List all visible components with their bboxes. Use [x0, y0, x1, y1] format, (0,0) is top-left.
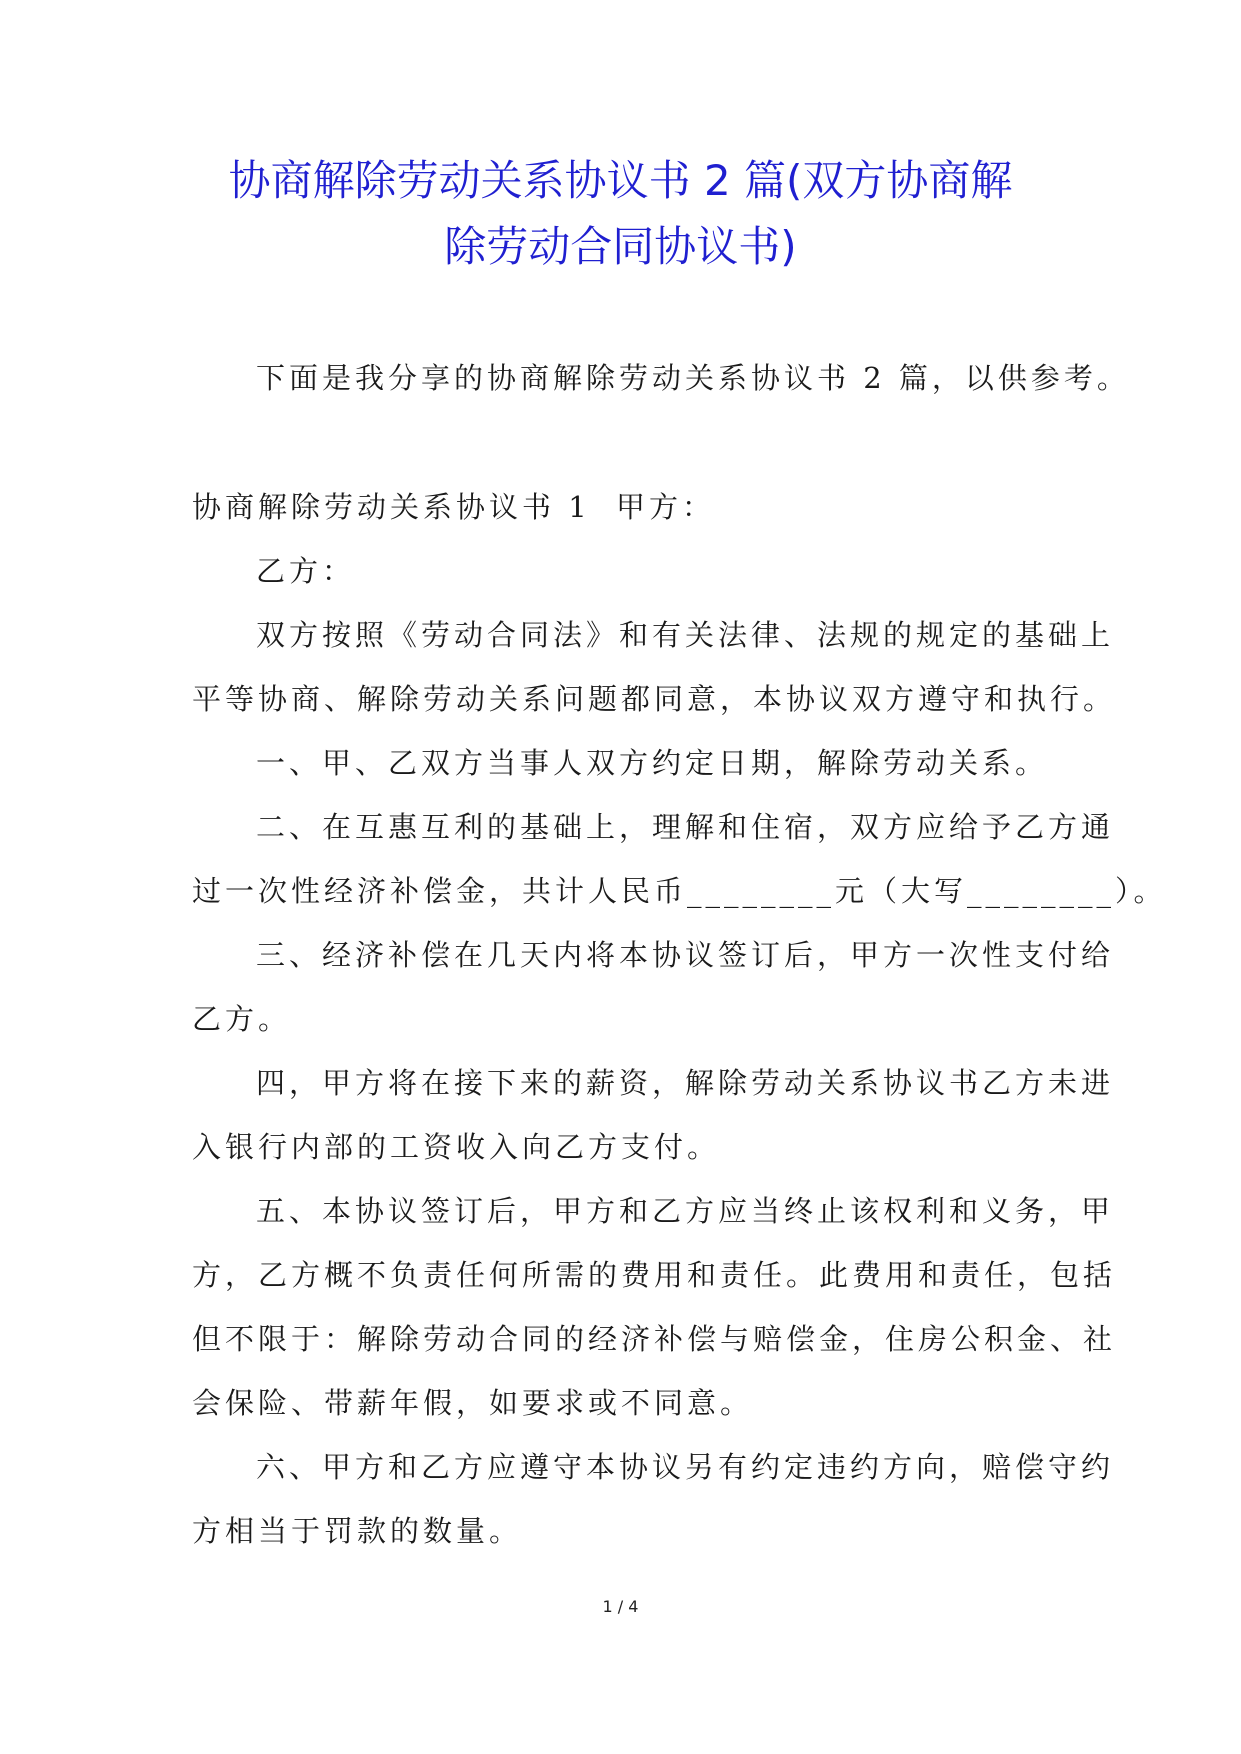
party-b-label: 乙方：	[256, 554, 356, 588]
intro-text: 下面是我分享的协商解除劳动关系协议书 2 篇，以供参考。	[256, 361, 1130, 395]
page-number: 1 / 4	[602, 1597, 639, 1616]
clause-1: 一、甲、乙双方当事人双方约定日期，解除劳动关系。	[256, 746, 1049, 780]
paragraph-line: 平等协商、解除劳动关系问题都同意，本协议双方遵守和执行。	[192, 682, 1117, 716]
document-title-line-1: 协商解除劳动关系协议书 2 篇(双方协商解	[228, 156, 1013, 205]
clause-5-line-3: 但不限于：解除劳动合同的经济补偿与赔偿金，住房公积金、社	[192, 1322, 1117, 1356]
section-heading: 协商解除劳动关系协议书 1	[192, 490, 591, 524]
clause-2-line-2: 过一次性经济补偿金，共计人民币________元（大写________）。	[192, 874, 1167, 908]
clause-2-line-1: 二、在互惠互利的基础上，理解和住宿，双方应给予乙方通	[256, 810, 1115, 844]
clause-5-line-4: 会保险、带薪年假，如要求或不同意。	[192, 1386, 754, 1420]
clause-4-line-2: 入银行内部的工资收入向乙方支付。	[192, 1130, 721, 1164]
paragraph-line: 双方按照《劳动合同法》和有关法律、法规的规定的基础上	[256, 618, 1115, 652]
clause-5-line-2: 方，乙方概不负责任何所需的费用和责任。此费用和责任，包括	[192, 1258, 1117, 1292]
clause-3-line-1: 三、经济补偿在几天内将本协议签订后，甲方一次性支付给	[256, 938, 1115, 972]
party-a-label: 甲方：	[616, 490, 716, 524]
document-title-line-2: 除劳动合同协议书)	[444, 222, 797, 271]
clause-5-line-1: 五、本协议签订后，甲方和乙方应当终止该权利和义务，甲	[256, 1194, 1115, 1228]
clause-6-line-1: 六、甲方和乙方应遵守本协议另有约定违约方向，赔偿守约	[256, 1450, 1115, 1484]
clause-4-line-1: 四，甲方将在接下来的薪资，解除劳动关系协议书乙方未进	[256, 1066, 1115, 1100]
clause-6-line-2: 方相当于罚款的数量。	[192, 1514, 523, 1548]
clause-3-line-2: 乙方。	[192, 1002, 292, 1036]
